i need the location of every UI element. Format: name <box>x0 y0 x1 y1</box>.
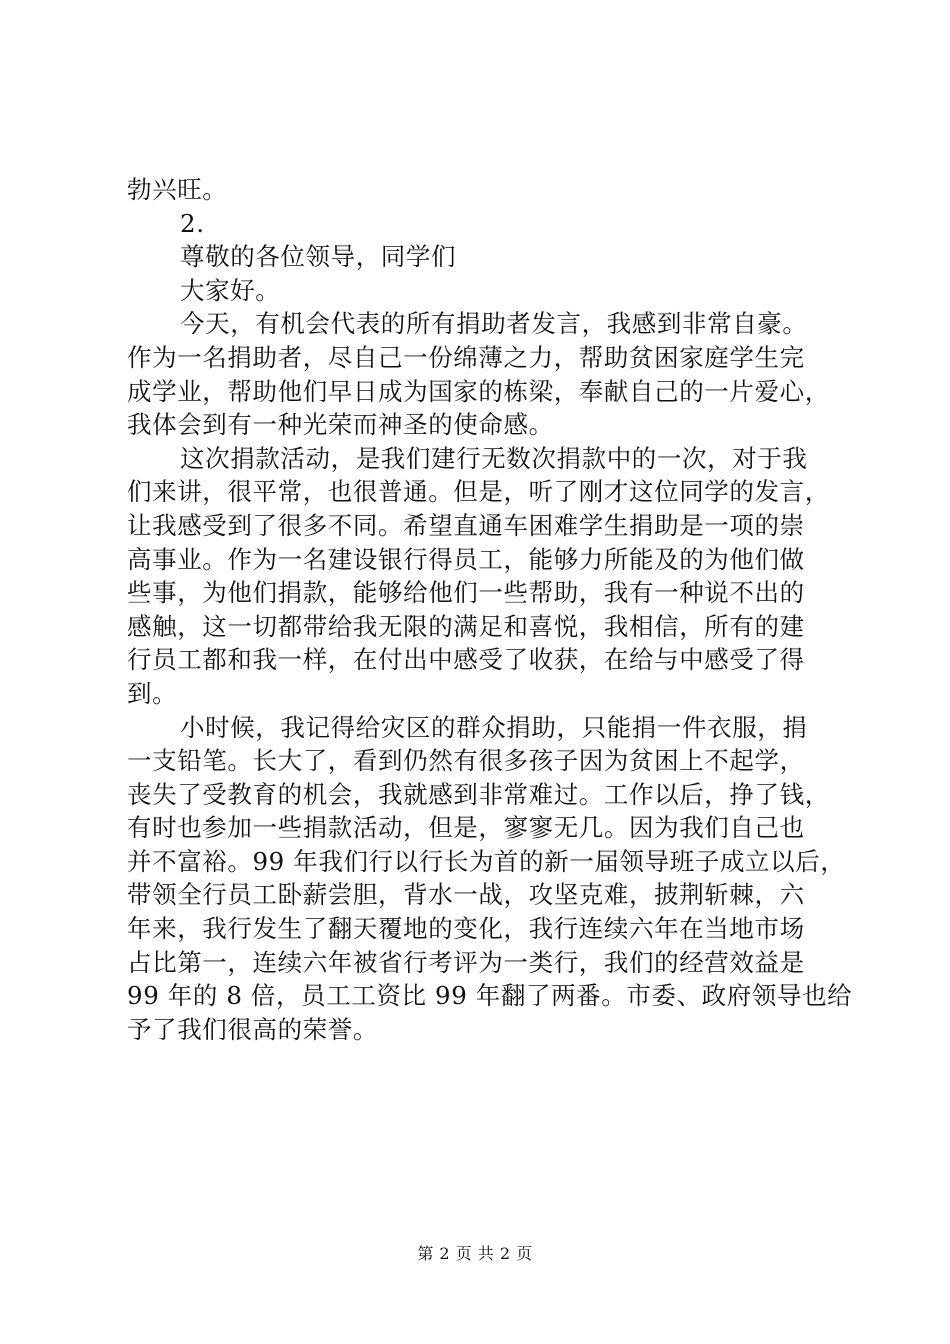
text-line: 高事业。作为一名建设银行得员工，能够力所能及的为他们做 <box>127 544 805 574</box>
text-line: 有时也参加一些捐款活动，但是，寥寥无几。因为我们自己也 <box>127 813 805 843</box>
text-line: 些事，为他们捐款，能够给他们一些帮助，我有一种说不出的 <box>127 578 805 608</box>
text-line: 大家好。 <box>180 275 281 305</box>
text-line: 99 年的 8 倍，员工工资比 99 年翻了两番。市委、政府领导也给 <box>127 981 853 1011</box>
document-body <box>127 173 853 1046</box>
text-line: 我体会到有一种光荣而神圣的使命感。 <box>127 410 554 440</box>
text-line: 感触，这一切都带给我无限的满足和喜悦，我相信，所有的建 <box>127 611 805 641</box>
text-line: 占比第一，连续六年被省行考评为一类行，我们的经营效益是 <box>127 947 805 977</box>
text-line: 带领全行员工卧薪尝胆，背水一战，攻坚克难，披荆斩棘，六 <box>127 880 805 910</box>
text-line: 一支铅笔。长大了，看到仍然有很多孩子因为贫困上不起学， <box>127 746 805 776</box>
text-line: 成学业，帮助他们早日成为国家的栋梁，奉献自己的一片爱心， <box>127 376 830 406</box>
text-line: 作为一名捐助者，尽自己一份绵薄之力，帮助贫困家庭学生完 <box>127 342 805 372</box>
text-line: 今天，有机会代表的所有捐助者发言，我感到非常自豪。 <box>180 309 808 339</box>
text-line: 2. <box>180 208 205 238</box>
page-number-footer: 第 2 页 共 2 页 <box>417 1244 533 1263</box>
text-line: 并不富裕。99 年我们行以行长为首的新一届领导班子成立以后， <box>127 846 846 876</box>
text-line: 尊敬的各位领导，同学们 <box>180 242 457 272</box>
text-line: 丧失了受教育的机会，我就感到非常难过。工作以后，挣了钱， <box>127 779 830 809</box>
text-line: 予了我们很高的荣誉。 <box>127 1014 378 1044</box>
text-line: 们来讲，很平常，也很普通。但是，听了刚才这位同学的发言， <box>127 477 830 507</box>
text-line: 小时候，我记得给灾区的群众捐助，只能捐一件衣服，捐 <box>180 712 808 742</box>
text-line: 让我感受到了很多不同。希望直通车困难学生捐助是一项的崇 <box>127 510 805 540</box>
text-line: 到。 <box>127 678 178 708</box>
text-line: 行员工都和我一样，在付出中感受了收获，在给与中感受了得 <box>127 645 805 675</box>
text-line: 勃兴旺。 <box>127 175 228 204</box>
text-line: 年来，我行发生了翻天覆地的变化，我行连续六年在当地市场 <box>127 914 805 944</box>
text-line: 这次捐款活动，是我们建行无数次捐款中的一次，对于我 <box>180 443 808 473</box>
